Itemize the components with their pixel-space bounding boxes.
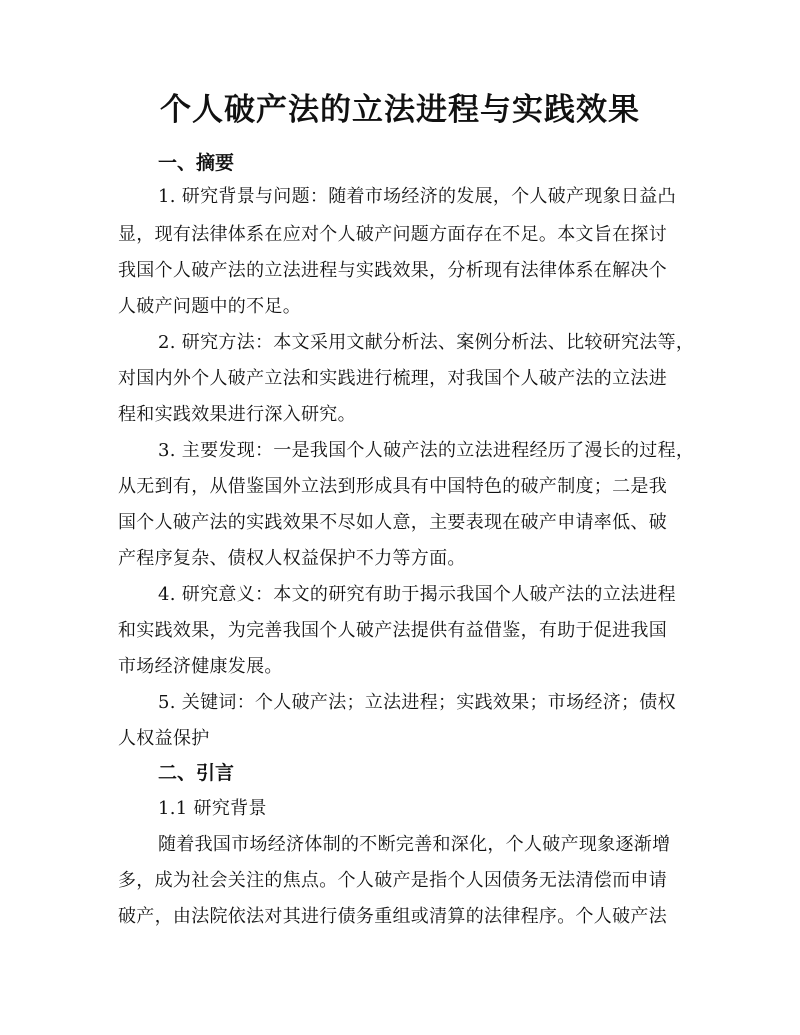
abstract-p4-line-3: 市场经济健康发展。 xyxy=(118,656,283,677)
subsection-heading-research-background: 1.1 研究背景 xyxy=(158,798,267,819)
abstract-p5-line-1: 5. 关键词：个人破产法；立法进程；实践效果；市场经济；债权 xyxy=(158,692,676,713)
abstract-p3-line-2: 从无到有，从借鉴国外立法到形成具有中国特色的破产制度；二是我 xyxy=(118,476,667,497)
section-heading-abstract: 一、摘要 xyxy=(158,152,235,174)
abstract-p3-line-3: 国个人破产法的实践效果不尽如人意，主要表现在破产申请率低、破 xyxy=(118,512,667,533)
abstract-p3-line-4: 产程序复杂、债权人权益保护不力等方面。 xyxy=(118,548,466,569)
document-title: 个人破产法的立法进程与实践效果 xyxy=(160,92,640,128)
intro-p1-line-2: 多，成为社会关注的焦点。个人破产是指个人因债务无法清偿而申请 xyxy=(118,870,667,891)
intro-p1-line-3: 破产，由法院依法对其进行债务重组或清算的法律程序。个人破产法 xyxy=(118,906,667,927)
abstract-p5-line-2: 人权益保护 xyxy=(118,728,210,749)
abstract-p1-line-1: 1. 研究背景与问题：随着市场经济的发展，个人破产现象日益凸 xyxy=(158,186,676,207)
abstract-p1-line-2: 显，现有法律体系在应对个人破产问题方面存在不足。本文旨在探讨 xyxy=(118,224,667,245)
section-heading-introduction: 二、引言 xyxy=(158,762,235,784)
abstract-p1-line-3: 我国个人破产法的立法进程与实践效果，分析现有法律体系在解决个 xyxy=(118,260,667,281)
abstract-p4-line-2: 和实践效果，为完善我国个人破产法提供有益借鉴，有助于促进我国 xyxy=(118,620,667,641)
abstract-p4-line-1: 4. 研究意义：本文的研究有助于揭示我国个人破产法的立法进程 xyxy=(158,584,676,605)
abstract-p2-line-1: 2. 研究方法：本文采用文献分析法、案例分析法、比较研究法等， xyxy=(158,332,695,353)
abstract-p2-line-2: 对国内外个人破产立法和实践进行梳理，对我国个人破产法的立法进 xyxy=(118,368,667,389)
abstract-p3-line-1: 3. 主要发现：一是我国个人破产法的立法进程经历了漫长的过程， xyxy=(158,440,695,461)
abstract-p1-line-4: 人破产问题中的不足。 xyxy=(118,296,301,317)
abstract-p2-line-3: 程和实践效果进行深入研究。 xyxy=(118,404,356,425)
intro-p1-line-1: 随着我国市场经济体制的不断完善和深化，个人破产现象逐渐增 xyxy=(158,834,671,855)
